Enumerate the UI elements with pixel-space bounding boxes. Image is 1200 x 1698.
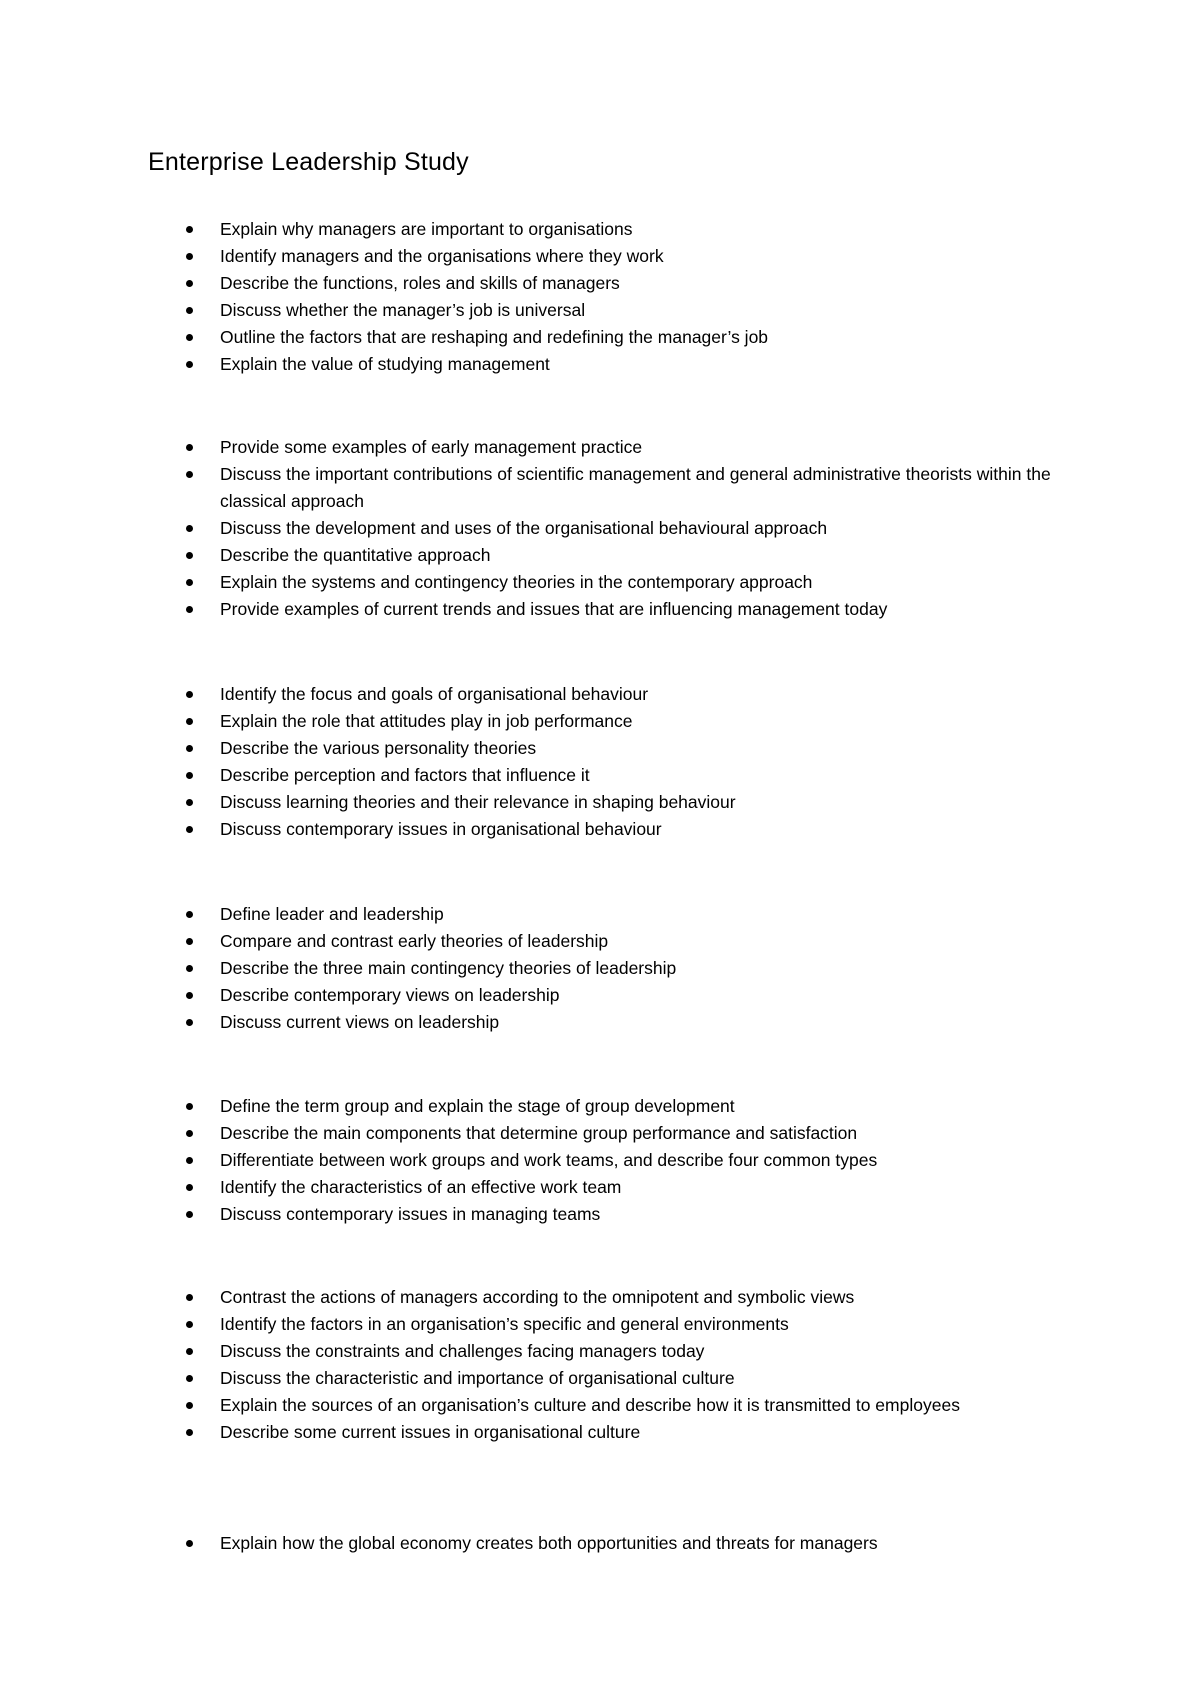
list-item-text: Explain the value of studying management [220,354,550,374]
list-item [180,1311,1060,1338]
bullet-icon [186,444,193,451]
list-item [180,955,1060,982]
list-item-text: Compare and contrast early theories of leadership [220,931,609,951]
list-item [180,1338,1060,1365]
list-item-text: Describe the three main contingency theories of leadership [220,958,677,978]
objectives-list-global-environment [180,1530,1060,1557]
bullet-icon [186,606,193,613]
bullet-icon [186,307,193,314]
list-item-text: Identify the focus and goals of organisational behaviour [220,684,649,704]
bullet-icon [186,253,193,260]
bullet-icon [186,691,193,698]
list-item-text: Discuss whether the manager’s job is universal [220,300,586,320]
list-item-text: Discuss learning theories and their relevance in shaping behaviour [220,792,736,812]
bullet-icon [186,992,193,999]
list-item [180,901,1060,928]
list-item [180,681,1060,708]
bullet-icon [186,471,193,478]
bullet-icon [186,745,193,752]
objectives-list-management-intro [180,216,1060,378]
list-item-text: Identify the characteristics of an effective work team [220,1177,622,1197]
list-item-text: Discuss the characteristic and importance of organisational culture [220,1368,735,1388]
list-item [180,1147,1060,1174]
list-item [180,735,1060,762]
bullet-icon [186,1348,193,1355]
list-item [180,762,1060,789]
list-item [180,982,1060,1009]
list-item [180,216,1060,243]
list-item [180,1392,1060,1419]
bullet-icon [186,525,193,532]
list-item [180,928,1060,955]
objectives-list-organisational-culture [180,1284,1060,1446]
list-item [180,351,1060,378]
bullet-icon [186,361,193,368]
list-item [180,270,1060,297]
list-item-text: Contrast the actions of managers according to the omnipotent and symbolic views [220,1287,855,1307]
list-item-text: Describe some current issues in organisational culture [220,1422,641,1442]
objectives-list-leadership [180,901,1060,1036]
list-item [180,434,1060,461]
bullet-icon [186,1375,193,1382]
list-item [180,1009,1060,1036]
list-item [180,461,1060,515]
list-item-text: Outline the factors that are reshaping and redefining the manager’s job [220,327,769,347]
list-item [180,243,1060,270]
bullet-icon [186,799,193,806]
list-item [180,1284,1060,1311]
list-item [180,1419,1060,1446]
list-item-text: Describe the functions, roles and skills of managers [220,273,620,293]
list-item-text: Explain how the global economy creates both opportunities and threats for managers [220,1533,878,1553]
objectives-list-organisational-behaviour [180,681,1060,843]
bullet-icon [186,826,193,833]
bullet-icon [186,1103,193,1110]
list-item-text: Provide examples of current trends and issues that are influencing management today [220,599,888,619]
bullet-icon [186,1157,193,1164]
list-item-text: Discuss the development and uses of the organisational behavioural approach [220,518,828,538]
list-item [180,1365,1060,1392]
list-item [180,324,1060,351]
document-title: Enterprise Leadership Study [148,148,469,176]
list-item [180,1530,1060,1557]
list-item-text: Identify the factors in an organisation’s specific and general environments [220,1314,789,1334]
objectives-list-management-history [180,434,1060,623]
list-item-text: Discuss the important contributions of scientific management and general administrative theorists within the classical approach [220,464,1051,511]
list-item [180,297,1060,324]
objectives-list-groups-teams [180,1093,1060,1228]
bullet-icon [186,334,193,341]
bullet-icon [186,772,193,779]
bullet-icon [186,911,193,918]
list-item-text: Identify managers and the organisations where they work [220,246,664,266]
bullet-icon [186,579,193,586]
list-item-text: Define leader and leadership [220,904,444,924]
list-item-text: Discuss contemporary issues in managing teams [220,1204,601,1224]
list-item [180,1201,1060,1228]
list-item-text: Explain the sources of an organisation’s culture and describe how it is transmitted to employees [220,1395,960,1415]
list-item [180,1093,1060,1120]
bullet-icon [186,552,193,559]
list-item-text: Differentiate between work groups and work teams, and describe four common types [220,1150,878,1170]
list-item-text: Describe the quantitative approach [220,545,491,565]
bullet-icon [186,1429,193,1436]
bullet-icon [186,1321,193,1328]
bullet-icon [186,1294,193,1301]
list-item-text: Explain the role that attitudes play in job performance [220,711,633,731]
bullet-icon [186,1211,193,1218]
bullet-icon [186,1019,193,1026]
bullet-icon [186,1540,193,1547]
list-item-text: Explain the systems and contingency theories in the contemporary approach [220,572,813,592]
list-item-text: Discuss the constraints and challenges facing managers today [220,1341,705,1361]
list-item [180,789,1060,816]
bullet-icon [186,280,193,287]
list-item [180,816,1060,843]
bullet-icon [186,965,193,972]
list-item [180,596,1060,623]
list-item [180,515,1060,542]
list-item-text: Discuss current views on leadership [220,1012,500,1032]
list-item-text: Describe the main components that determine group performance and satisfaction [220,1123,858,1143]
bullet-icon [186,718,193,725]
list-item [180,1174,1060,1201]
bullet-icon [186,1402,193,1409]
list-item-text: Explain why managers are important to organisations [220,219,633,239]
list-item [180,708,1060,735]
list-item-text: Describe contemporary views on leadership [220,985,560,1005]
bullet-icon [186,1184,193,1191]
list-item-text: Define the term group and explain the stage of group development [220,1096,735,1116]
bullet-icon [186,1130,193,1137]
list-item [180,542,1060,569]
list-item-text: Provide some examples of early management practice [220,437,643,457]
bullet-icon [186,938,193,945]
list-item [180,569,1060,596]
list-item-text: Describe the various personality theories [220,738,537,758]
list-item [180,1120,1060,1147]
list-item-text: Discuss contemporary issues in organisational behaviour [220,819,662,839]
list-item-text: Describe perception and factors that influence it [220,765,590,785]
bullet-icon [186,226,193,233]
